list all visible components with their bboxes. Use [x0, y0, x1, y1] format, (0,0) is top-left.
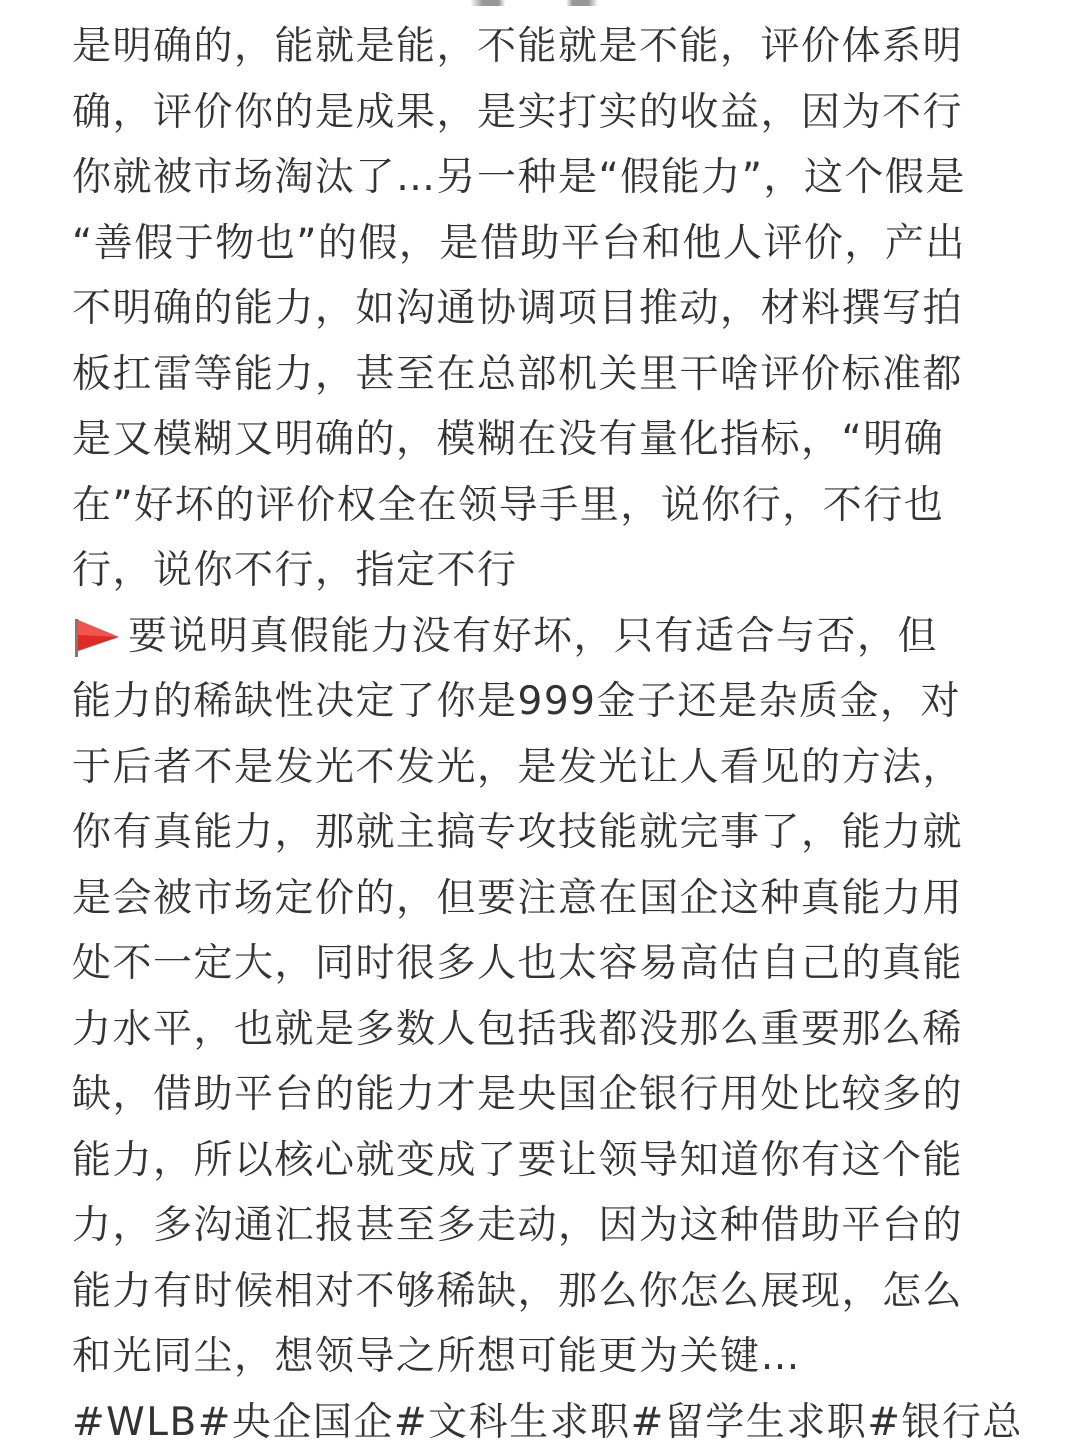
cropped-text-fragment — [470, 0, 630, 6]
hashtags[interactable]: #WLB#央企国企#文科生求职#留学生求职#银行总 — [72, 1399, 1023, 1440]
flag-paragraph-first-line — [72, 604, 1012, 670]
body-line: 是又模糊又明确的，模糊在没有量化指标，“明确 — [72, 417, 945, 462]
body-line: 处不一定大，同时很多人也太容易高估自己的真能 — [72, 941, 964, 986]
body-line: 不明确的能力，如沟通协调项目推动，材料撰写拍 — [72, 286, 964, 331]
body-line: 你就被市场淘汰了…另一种是“假能力”，这个假是 — [72, 155, 966, 200]
body-line: 和光同尘，想领导之所想可能更为关键… — [72, 1334, 802, 1379]
body-line: 力，多沟通汇报甚至多走动，因为这种借助平台的 — [72, 1203, 964, 1248]
body-line: 确，评价你的是成果，是实打实的收益，因为不行 — [72, 89, 964, 135]
body-line: 你有真能力，那就主搞专攻技能就完事了，能力就 — [72, 810, 964, 855]
body-line: 在”好坏的评价权全在领导手里，说你行，不行也 — [72, 482, 945, 528]
body-line: 要说明真假能力没有好坏，只有适合与否，但 — [128, 613, 939, 659]
body-line: 板扛雷等能力，甚至在总部机关里干啥评价标准都 — [72, 351, 964, 397]
post-body — [72, 14, 1023, 1440]
body-line: 是会被市场定价的，但要注意在国企这种真能力用 — [72, 875, 964, 921]
body-line: 能力的稀缺性决定了你是999金子还是杂质金，对 — [72, 679, 961, 724]
body-line: 缺，借助平台的能力才是央国企银行用处比较多的 — [72, 1072, 964, 1117]
body-line: 行，说你不行，指定不行 — [72, 548, 518, 593]
body-line: 是明确的，能就是能，不能就是不能，评价体系明 — [72, 24, 964, 69]
body-line: 于后者不是发光不发光，是发光让人看见的方法， — [72, 744, 964, 790]
red-flag-icon — [72, 614, 122, 658]
body-line: 力水平，也就是多数人包括我都没那么重要那么稀 — [72, 1006, 964, 1052]
body-line: “善假于物也”的假，是借助平台和他人评价，产出 — [72, 220, 966, 266]
body-line: 能力，所以核心就变成了要让领导知道你有这个能 — [72, 1137, 964, 1183]
body-line: 能力有时候相对不够稀缺，那么你怎么展现，怎么 — [72, 1268, 964, 1314]
